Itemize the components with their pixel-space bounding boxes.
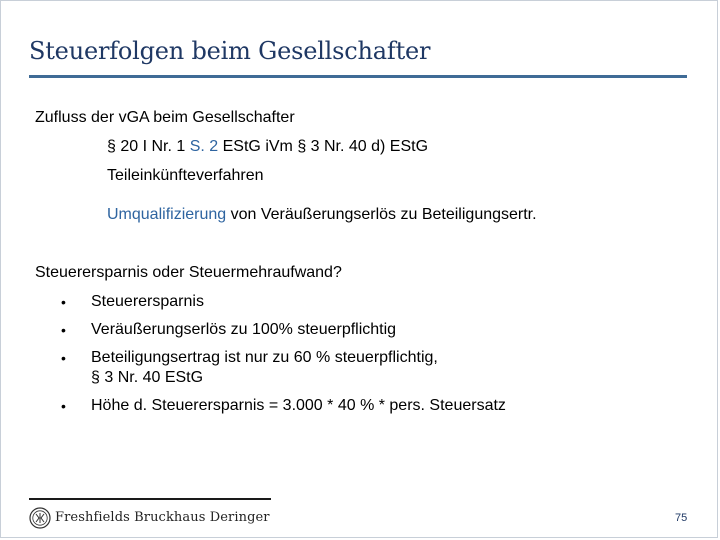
bullet-symbol: • [61, 350, 66, 366]
bullet-item: Steuerersparnis [91, 293, 204, 310]
law-reference [107, 138, 428, 156]
method-label: Teileinkünfteverfahren [107, 167, 264, 184]
bullet-item: Beteiligungsertrag ist nur zu 60 % steuerpflichtig, [91, 349, 438, 366]
title-underline [29, 75, 687, 78]
slide-title: Steuerfolgen beim Gesellschafter [29, 37, 431, 65]
bullet-symbol: • [61, 398, 66, 414]
law-reference-suffix: EStG iVm § 3 Nr. 40 d) EStG [218, 138, 429, 155]
section2-heading: Steuerersparnis oder Steuermehraufwand? [35, 264, 342, 281]
section1-heading: Zufluss der vGA beim Gesellschafter [35, 109, 295, 126]
bullet-item: Veräußerungserlös zu 100% steuerpflichtig [91, 321, 397, 338]
bullet-symbol: • [61, 322, 66, 338]
law-reference-highlight: S. 2 [189, 138, 219, 155]
company-logo-text: Freshfields Bruckhaus Deringer [55, 510, 270, 525]
bullet-item: Höhe d. Steuerersparnis = 3.000 * 40 % * pers. Steuersatz [91, 397, 506, 414]
law-reference-prefix: § 20 I Nr. 1 [107, 138, 190, 155]
requalification-highlight: Umqualifizierung [107, 206, 227, 223]
footer-rule [29, 498, 271, 500]
requalification-line [107, 206, 537, 224]
page-number: 75 [675, 512, 688, 524]
bullet-item-continuation: § 3 Nr. 40 EStG [91, 369, 204, 386]
bullet-symbol: • [61, 294, 66, 310]
freshfields-seal-icon [29, 507, 51, 529]
requalification-text: von Veräußerungserlös zu Beteiligungsertr. [226, 206, 537, 223]
